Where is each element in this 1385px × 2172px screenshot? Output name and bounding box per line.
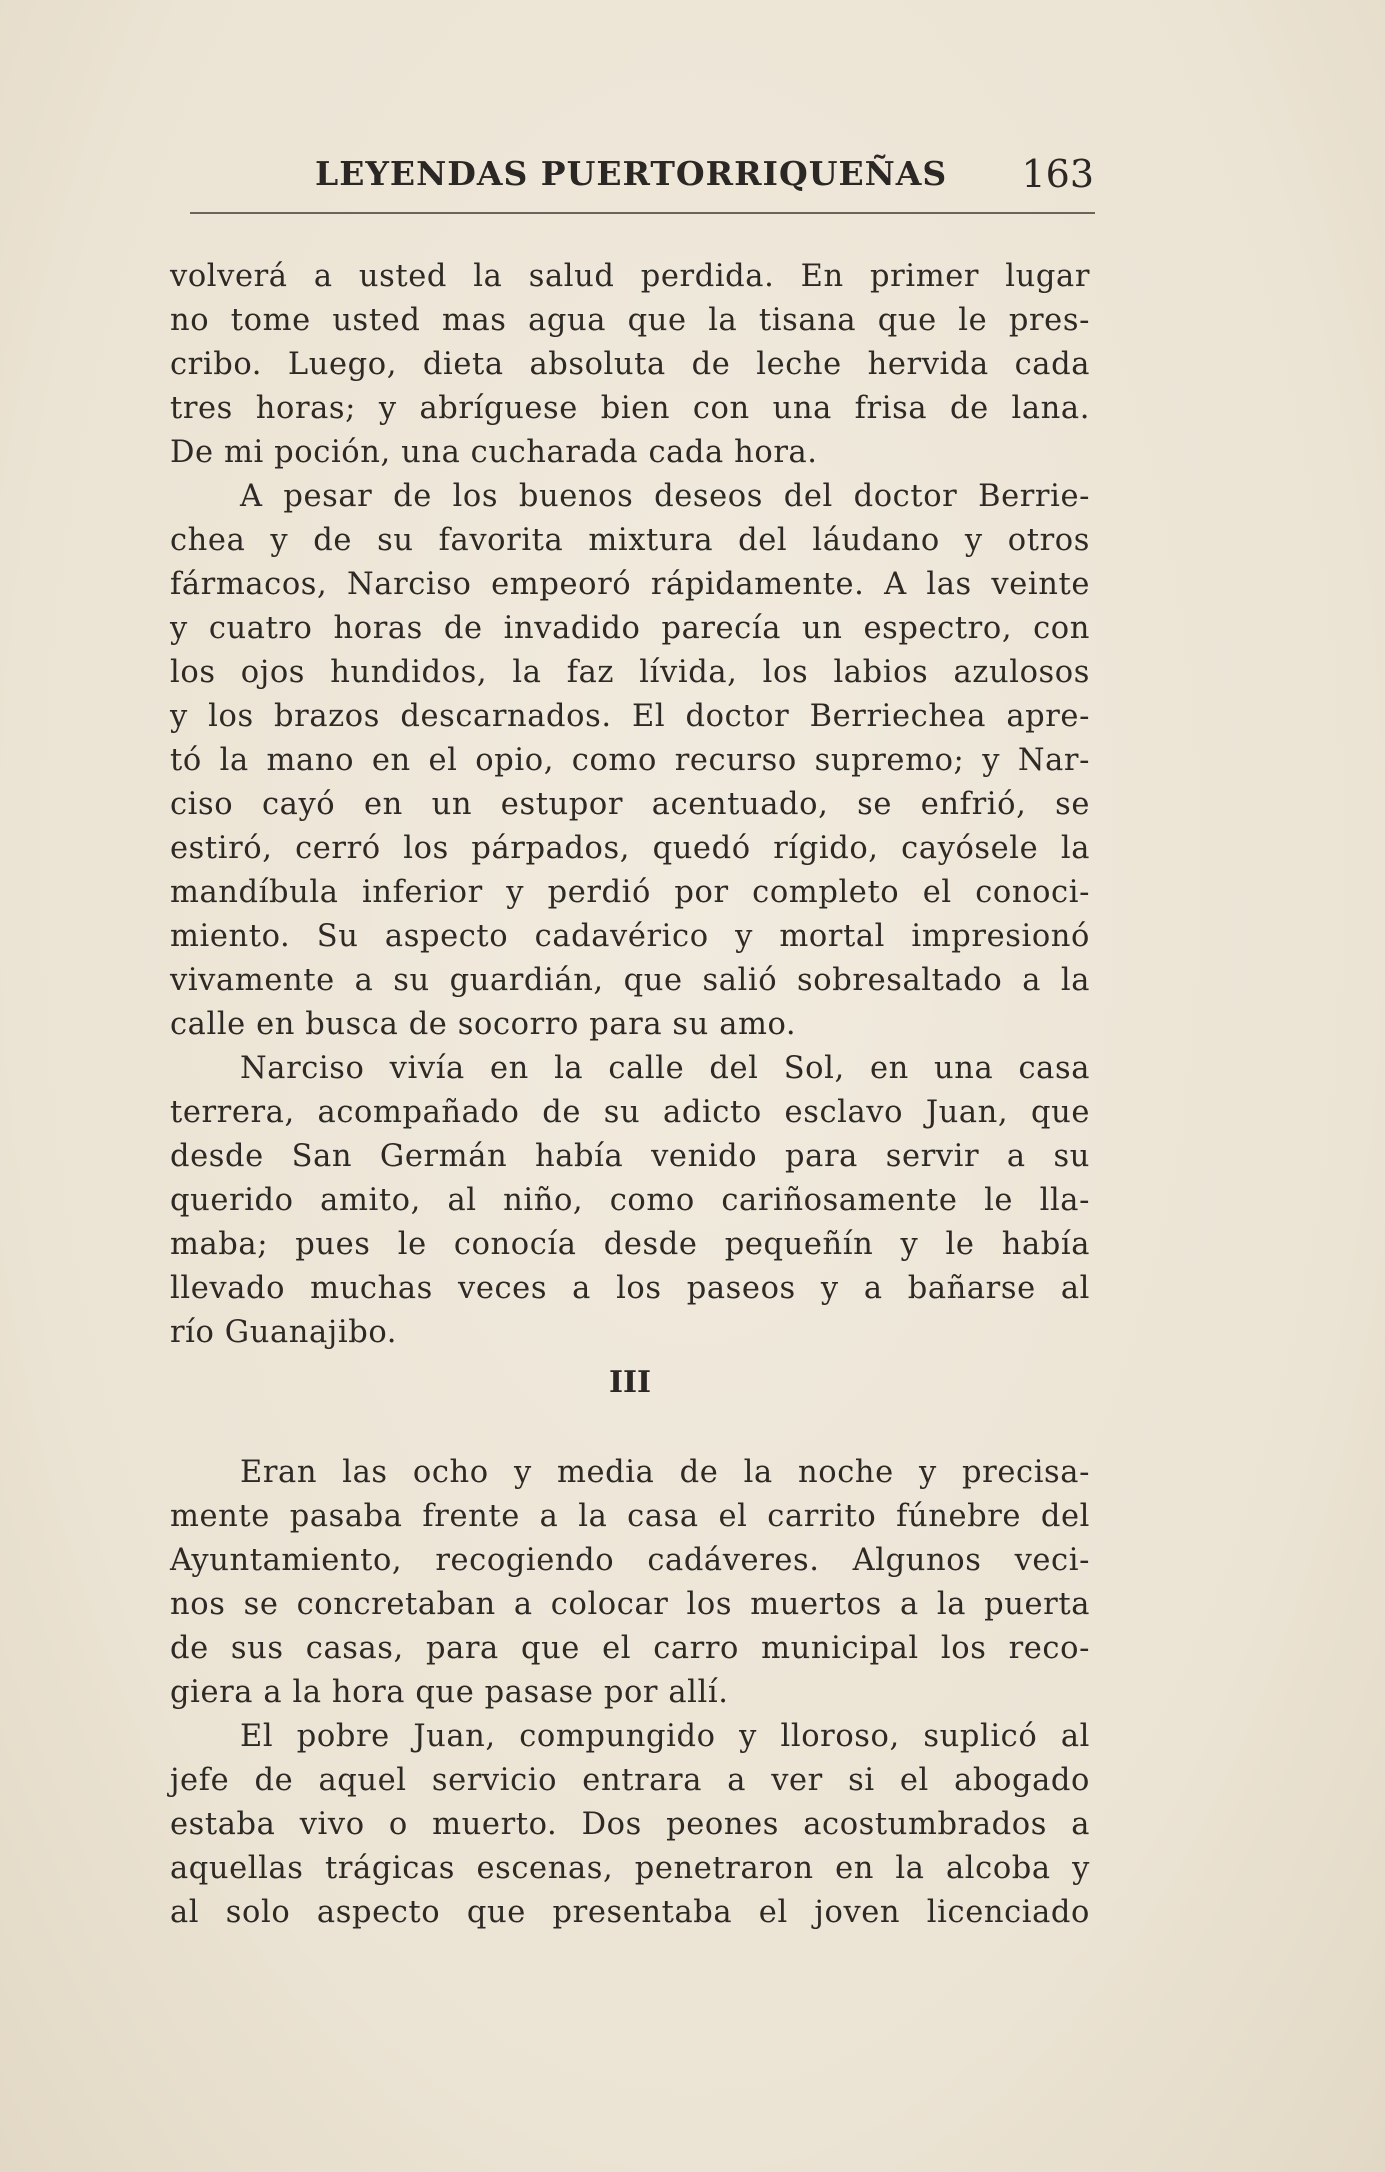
text-line: no tome usted mas agua que la tisana que le pres- xyxy=(170,303,1090,338)
text-line: jefe de aquel servicio entrara a ver si el abogado xyxy=(170,1763,1090,1798)
text-line: río Guanajibo. xyxy=(170,1315,398,1350)
text-line: llevado muchas veces a los paseos y a bañarse al xyxy=(170,1271,1090,1306)
text-line: nos se concretaban a colocar los muertos a la puerta xyxy=(170,1587,1090,1622)
text-line: Narciso vivía en la calle del Sol, en una casa xyxy=(240,1051,1090,1086)
text-line: vivamente a su guardián, que salió sobresaltado a la xyxy=(170,963,1090,998)
page-header xyxy=(180,140,1100,200)
text-line: cribo. Luego, dieta absoluta de leche hervida cada xyxy=(170,347,1090,382)
text-line: volverá a usted la salud perdida. En primer lugar xyxy=(170,259,1090,294)
text-line: terrera, acompañado de su adicto esclavo Juan, que xyxy=(170,1095,1090,1130)
text-line: giera a la hora que pasase por allí. xyxy=(170,1675,729,1710)
text-line: aquellas trágicas escenas, penetraron en la alcoba y xyxy=(170,1851,1090,1886)
text-line: tres horas; y abríguese bien con una frisa de lana. xyxy=(170,391,1090,426)
text-line: querido amito, al niño, como cariñosamente le lla- xyxy=(170,1183,1090,1218)
text-line: y los brazos descarnados. El doctor Berriechea apre- xyxy=(170,699,1090,734)
text-line: ciso cayó en un estupor acentuado, se enfrió, se xyxy=(170,787,1090,822)
running-title: LEYENDAS PUERTORRIQUEÑAS xyxy=(315,154,948,193)
page-number: 163 xyxy=(1021,152,1094,196)
text-line: de sus casas, para que el carro municipal los reco- xyxy=(170,1631,1090,1666)
text-line: fármacos, Narciso empeoró rápidamente. A las veinte xyxy=(170,567,1090,602)
text-line: A pesar de los buenos deseos del doctor Berrie- xyxy=(240,479,1090,514)
header-rule xyxy=(190,212,1095,214)
body-text xyxy=(170,255,1090,1935)
text-line: calle en busca de socorro para su amo. xyxy=(170,1007,797,1042)
text-line: Ayuntamiento, recogiendo cadáveres. Algunos veci- xyxy=(170,1543,1090,1578)
text-line: y cuatro horas de invadido parecía un espectro, con xyxy=(170,611,1090,646)
text-line: estaba vivo o muerto. Dos peones acostumbrados a xyxy=(170,1807,1090,1842)
text-line: desde San Germán había venido para servir a su xyxy=(170,1139,1090,1174)
text-line: chea y de su favorita mixtura del láudano y otros xyxy=(170,523,1090,558)
text-line: El pobre Juan, compungido y lloroso, suplicó al xyxy=(240,1719,1090,1754)
text-line: estiró, cerró los párpados, quedó rígido, cayósele la xyxy=(170,831,1090,866)
text-line: miento. Su aspecto cadavérico y mortal impresionó xyxy=(170,919,1090,954)
text-line: los ojos hundidos, la faz lívida, los labios azulosos xyxy=(170,655,1090,690)
text-line: maba; pues le conocía desde pequeñín y le había xyxy=(170,1227,1090,1262)
text-line: De mi poción, una cucharada cada hora. xyxy=(170,435,818,470)
section-heading: III xyxy=(608,1365,652,1400)
text-line: Eran las ocho y media de la noche y precisa- xyxy=(240,1455,1090,1490)
text-line: tó la mano en el opio, como recurso supremo; y Nar- xyxy=(170,743,1090,778)
text-line: mandíbula inferior y perdió por completo el conoci- xyxy=(170,875,1090,910)
text-line: mente pasaba frente a la casa el carrito fúnebre del xyxy=(170,1499,1090,1534)
text-line: al solo aspecto que presentaba el joven licenciado xyxy=(170,1895,1090,1930)
